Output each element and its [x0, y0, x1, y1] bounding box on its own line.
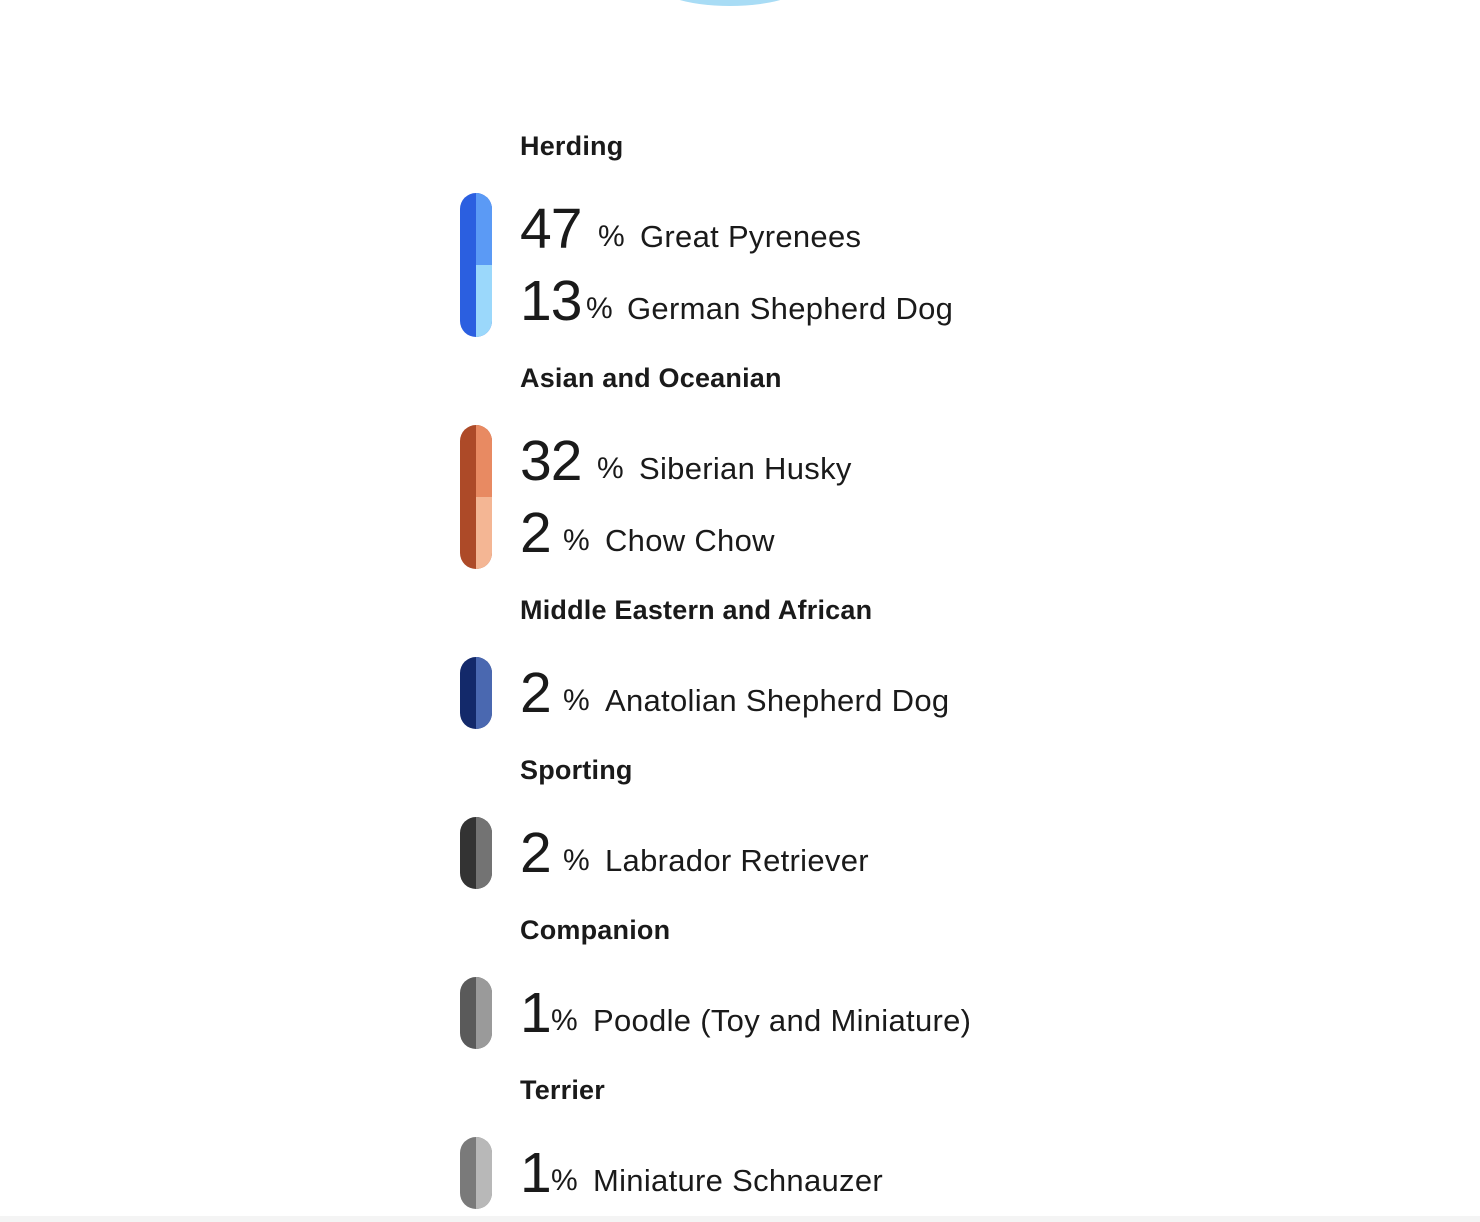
color-segment-great-pyrenees — [476, 193, 492, 265]
color-segment-labrador-retriever — [476, 817, 492, 889]
color-segment-poodle — [476, 977, 492, 1049]
group-color-bar-asian-oceanian — [460, 425, 492, 569]
breed-name: Chow Chow — [605, 523, 775, 558]
breed-percent: 1 — [520, 981, 551, 1045]
breed-percent: 1 — [520, 1141, 551, 1205]
group-heading-middle-eastern-african: Middle Eastern and African — [520, 595, 873, 625]
group-heading-terrier: Terrier — [520, 1075, 605, 1105]
color-segment-anatolian-shepherd — [476, 657, 492, 729]
breed-name: German Shepherd Dog — [627, 291, 954, 326]
group-heading-asian-oceanian: Asian and Oceanian — [520, 363, 782, 393]
group-heading-herding: Herding — [520, 131, 624, 161]
group-color-bar-companion — [460, 977, 492, 1049]
percent-symbol: % — [598, 220, 625, 253]
color-segment-german-shepherd — [476, 265, 492, 337]
group-heading-sporting: Sporting — [520, 755, 633, 785]
color-segment-chow-chow — [476, 497, 492, 569]
percent-symbol: % — [551, 1164, 578, 1197]
breed-percent: 13 — [520, 269, 582, 333]
group-color-bar-middle-eastern-african — [460, 657, 492, 729]
breed-percent: 32 — [520, 429, 582, 493]
color-segment-siberian-husky — [476, 425, 492, 497]
breed-percent: 2 — [520, 501, 551, 565]
percent-symbol: % — [563, 844, 590, 877]
percent-symbol: % — [563, 684, 590, 717]
breed-name: Great Pyrenees — [640, 219, 862, 254]
group-color-bar-sporting — [460, 817, 492, 889]
group-color-bar-herding — [460, 193, 492, 337]
breed-name: Poodle (Toy and Miniature) — [593, 1003, 972, 1038]
breed-percent: 2 — [520, 821, 551, 885]
percent-symbol: % — [586, 292, 613, 325]
ancestry-chart-arc — [650, 0, 810, 6]
percent-symbol: % — [551, 1004, 578, 1037]
page-bottom-edge — [0, 1216, 1480, 1222]
breed-percent: 47 — [520, 197, 582, 261]
percent-symbol: % — [597, 452, 624, 485]
breed-name: Siberian Husky — [639, 451, 852, 486]
breed-percent: 2 — [520, 661, 551, 725]
group-heading-companion: Companion — [520, 915, 671, 945]
breed-name: Labrador Retriever — [605, 843, 869, 878]
group-color-bar-terrier — [460, 1137, 492, 1209]
color-segment-miniature-schnauzer — [476, 1137, 492, 1209]
breed-name: Miniature Schnauzer — [593, 1163, 884, 1198]
breed-name: Anatolian Shepherd Dog — [605, 683, 950, 718]
percent-symbol: % — [563, 524, 590, 557]
